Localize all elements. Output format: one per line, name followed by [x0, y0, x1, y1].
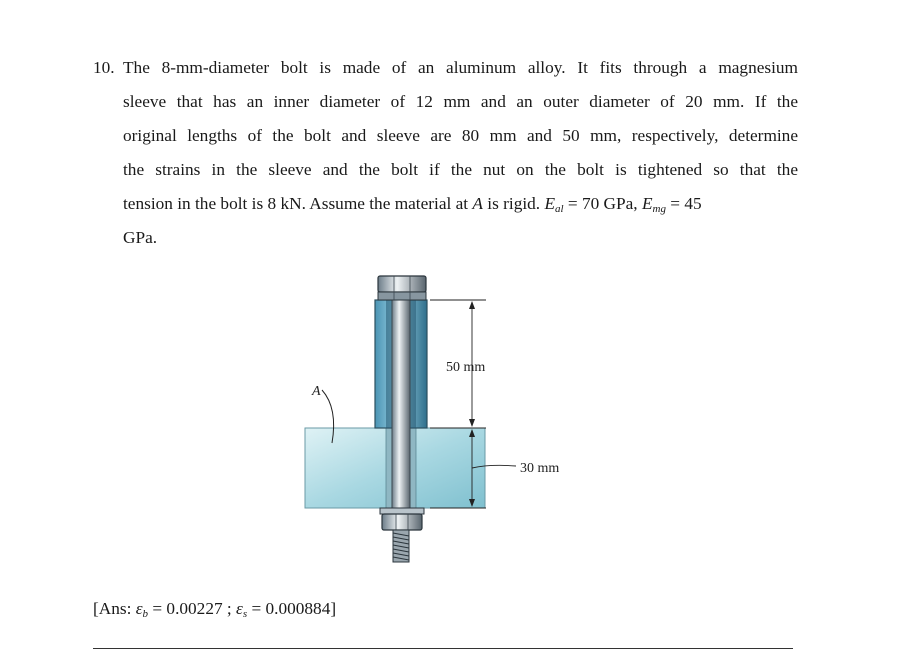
aluminum-bolt — [392, 288, 410, 518]
e-al-symbol: E — [544, 194, 555, 213]
e-mg-symbol: E — [641, 194, 653, 213]
figure-drawing — [290, 268, 590, 578]
label-a: A — [312, 384, 321, 399]
bottom-rule — [93, 648, 793, 649]
bolt-sleeve-figure — [290, 268, 590, 578]
problem-line-5: tension in the bolt is 8 kN. Assume the material at A is rigid. $E_{al} = 70$ GPa, $E_{mg} = 45$ — [123, 194, 702, 215]
problem-line-4: the strains in the sleeve and the bolt if the nut on the bolt is tightened so that the — [123, 160, 798, 179]
nut — [382, 514, 422, 530]
point-a-ref: A — [472, 194, 483, 213]
problem-line-6: GPa. — [123, 228, 158, 247]
bolt-head — [378, 276, 426, 292]
problem-line-1: The 8-mm-diameter bolt is made of an aluminum alloy. It fits through a magnesium — [123, 58, 798, 77]
dim-label-50mm: 50 mm — [446, 360, 486, 375]
problem-number: 10. — [93, 58, 115, 77]
problem-line-2: sleeve that has an inner diameter of 12 mm and an outer diameter of 20 mm. If the — [123, 92, 798, 111]
dim-label-30mm: 30 mm — [520, 461, 560, 476]
answer-text: [Ans: $\varepsilon_b = 0.00227$ ; $\varepsilon_s = 0.000884$] — [93, 599, 337, 620]
washer — [380, 508, 424, 514]
problem-line-3: original lengths of the bolt and sleeve are 80 mm and 50 mm, respectively, determine — [123, 126, 798, 145]
